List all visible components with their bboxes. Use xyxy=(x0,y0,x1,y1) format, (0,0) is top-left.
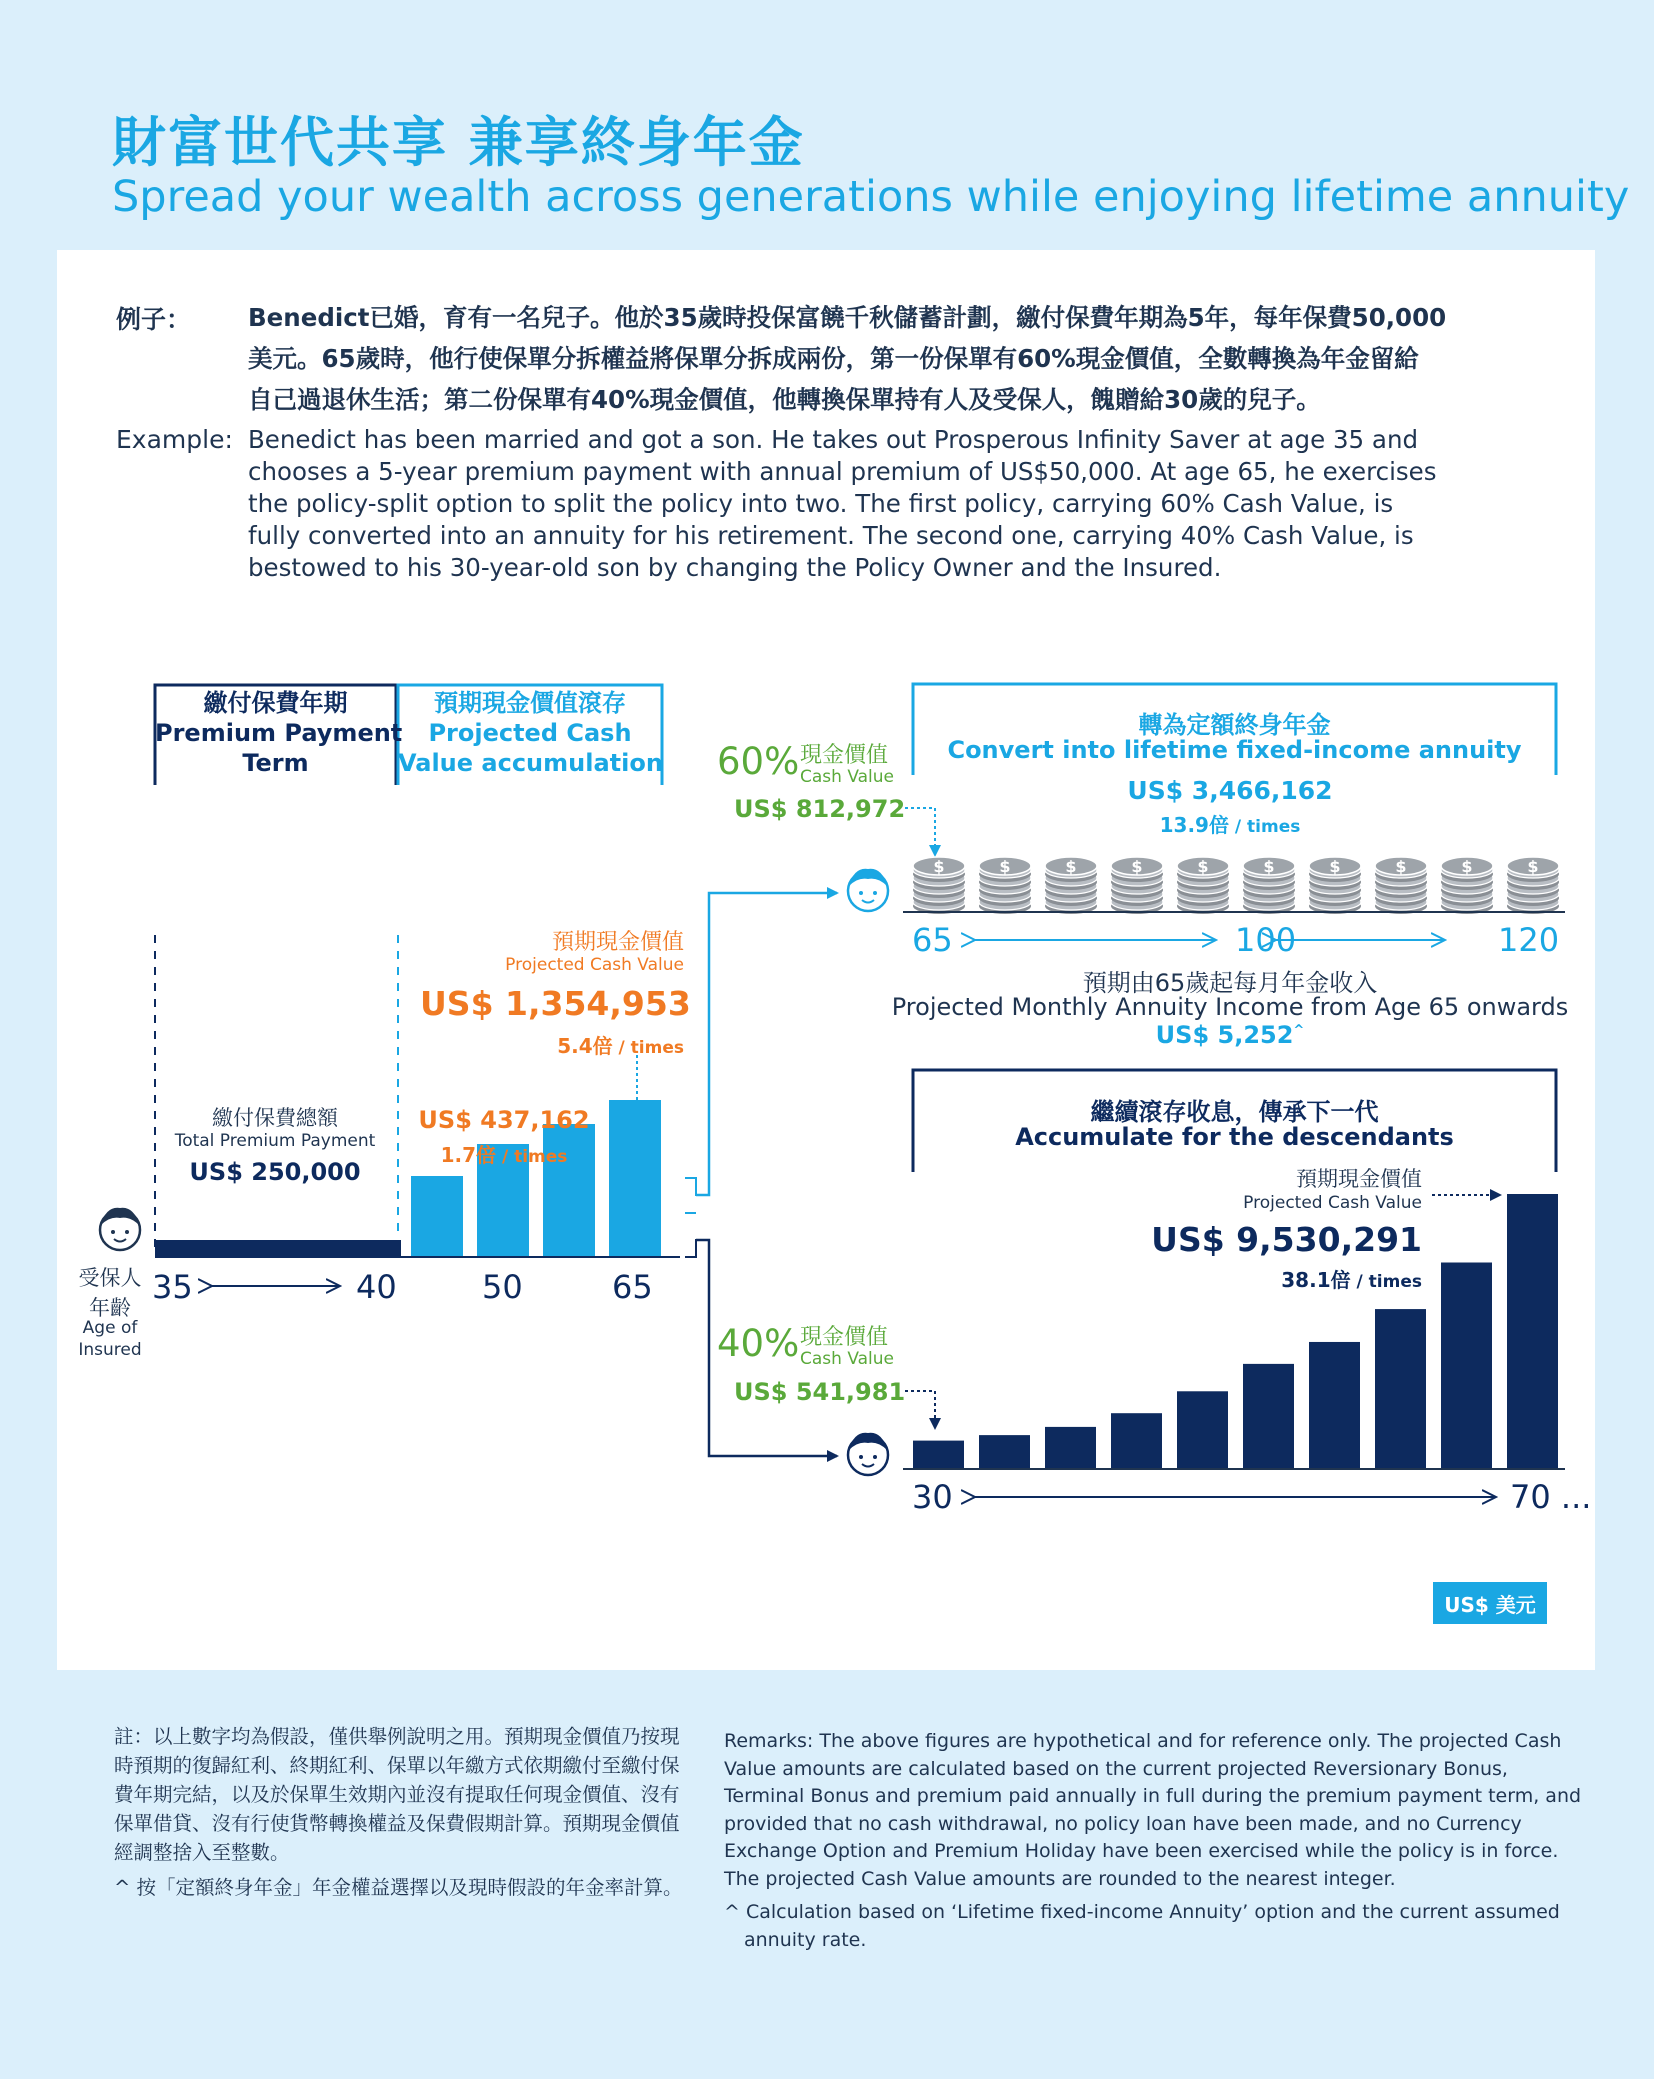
monthly-income-caret: ^ xyxy=(1293,1023,1305,1038)
person-icon-annuity xyxy=(848,869,888,911)
mid-times-word: / times xyxy=(496,1147,568,1167)
split60-value: US$ 812,972 xyxy=(734,795,906,823)
age-65: 65 xyxy=(612,1268,653,1306)
total-premium-zh: 繳付保費總額 xyxy=(212,1106,338,1130)
mid-times xyxy=(414,1139,594,1168)
split-bracket-top xyxy=(685,1178,709,1195)
insured-en1: Age of xyxy=(82,1318,138,1338)
svg-text:$: $ xyxy=(1131,857,1143,876)
annuity-heading-zh: 轉為定額終身年金 xyxy=(1138,711,1331,739)
pointer-40 xyxy=(905,1391,935,1428)
split40-zh: 現金價值 xyxy=(800,1325,889,1350)
currency-badge: US$ 美元 xyxy=(1433,1582,1547,1624)
coin-stack-icon xyxy=(979,857,1031,914)
coin-stacks xyxy=(913,857,1559,914)
descendants-age-70: 70 ... xyxy=(1510,1478,1592,1516)
premium-term-en2: Term xyxy=(242,749,309,777)
descendant-bar xyxy=(1507,1194,1558,1468)
split40-en: Cash Value xyxy=(800,1349,895,1369)
pcv-top-times-word: / times xyxy=(612,1038,684,1058)
insured-zh2: 年齡 xyxy=(89,1296,131,1320)
notes-en-caret: ^ Calculation based on ‘Lifetime fixed-income Annuity’ option and the current assumed annuity rate. xyxy=(724,1901,1560,1951)
coin-stack-icon xyxy=(1507,857,1559,914)
split-path-annuity xyxy=(696,893,837,1195)
descendant-bar xyxy=(1375,1309,1426,1468)
premium-bar xyxy=(155,1240,401,1256)
mid-times-num: 1.7倍 xyxy=(440,1143,497,1167)
notes-zh-caret: ^ 按「定額終身年金」年金權益選擇以及現時假設的年金率計算。 xyxy=(114,1876,683,1899)
svg-text:$: $ xyxy=(1263,857,1275,876)
premium-term-en1: Premium Payment xyxy=(155,719,403,747)
descendant-bar xyxy=(1243,1364,1294,1468)
split40-pct: 40% xyxy=(717,1322,800,1365)
descendant-bar xyxy=(1177,1391,1228,1468)
descendant-bar xyxy=(1309,1342,1360,1468)
pcv-top-en: Projected Cash Value xyxy=(505,955,684,975)
descendant-bar xyxy=(1045,1427,1096,1468)
coin-stack-icon xyxy=(1177,857,1229,914)
example-label-zh: 例子： xyxy=(116,305,192,334)
coin-stack-icon xyxy=(1441,857,1493,914)
descendants-age-30: 30 xyxy=(912,1478,953,1516)
projected-accum-en2: Value accumulation xyxy=(398,749,663,777)
svg-text:$: $ xyxy=(999,857,1011,876)
coin-stack-icon xyxy=(1045,857,1097,914)
annuity-heading-en: Convert into lifetime fixed-income annuity xyxy=(947,736,1522,764)
coin-stack-icon xyxy=(1111,857,1163,914)
example-en-line: Benedict has been married and got a son. He takes out Prosperous Infinity Saver at age 35 and xyxy=(248,425,1419,454)
notes-zh-main: 註：以上數字均為假設，僅供舉例說明之用。預期現金價值乃按現時預期的復歸紅利、終期紅利、保單以年繳方式依期繳付至繳付保費年期完結，以及於保單生效期內並沒有提取任何現金價值、沒有保單借貸、沒有行使貨幣轉換權益及保費假期計算。預期現金價值經調整捨入至整數。 xyxy=(114,1725,680,1864)
pcv-top-zh: 預期現金價值 xyxy=(551,930,684,955)
total-premium-value: US$ 250,000 xyxy=(189,1158,361,1186)
example-zh-line: 美元。65歲時，他行使保單分拆權益將保單分拆成兩份，第一份保單有60%現金價值，全數轉換為年金留給 xyxy=(248,344,1419,373)
split60-en: Cash Value xyxy=(800,767,895,787)
monthly-income-value: US$ 5,252 xyxy=(1155,1021,1294,1049)
svg-text:$: $ xyxy=(1329,857,1341,876)
annuity-times xyxy=(1080,809,1380,838)
projected-accum-zh: 預期現金價值滾存 xyxy=(434,689,626,717)
coin-stack-icon xyxy=(1243,857,1295,914)
notes-en xyxy=(724,1728,1584,1954)
example-en-line: fully converted into an annuity for his retirement. The second one, carrying 40% Cash Value, is xyxy=(248,521,1414,550)
split60-zh: 現金價值 xyxy=(800,743,889,768)
svg-text:$: $ xyxy=(1527,857,1539,876)
coin-stack-icon xyxy=(913,857,965,914)
annuity-times-word: / times xyxy=(1228,817,1301,837)
descendant-bar xyxy=(1111,1413,1162,1468)
example-en-line: the policy-split option to split the policy into two. The first policy, carrying 60% Cash Value, is xyxy=(248,489,1394,518)
example-zh-line: Benedict已婚，育有一名兒子。他於35歲時投保富饒千秋儲蓄計劃，繳付保費年期為5年，每年保費50,000 xyxy=(248,303,1447,332)
descendant-bar xyxy=(1441,1263,1492,1469)
mid-value: US$ 437,162 xyxy=(418,1106,590,1134)
growth-bar xyxy=(609,1100,661,1256)
descendants-times-word: / times xyxy=(1350,1272,1422,1292)
descendants-value: US$ 9,530,291 xyxy=(1151,1220,1422,1259)
annuity-times-num: 13.9倍 xyxy=(1159,813,1229,837)
annuity-age-65: 65 xyxy=(912,921,953,959)
descendants-times xyxy=(1160,1264,1422,1293)
annuity-age-100: 100 xyxy=(1235,921,1297,959)
growth-bar xyxy=(411,1176,463,1256)
pcv-top-times-num: 5.4倍 xyxy=(557,1034,613,1058)
example-en-line: bestowed to his 30-year-old son by changing the Policy Owner and the Insured. xyxy=(248,553,1222,582)
split-bracket-bottom xyxy=(685,1240,709,1257)
descendants-times-num: 38.1倍 xyxy=(1281,1268,1351,1292)
notes-en-main: Remarks: The above figures are hypothetical and for reference only. The projected Cash Value amounts are calculated based on the current projected Reversionary Bonus, Terminal Bonus and premium paid annually in full during the premium payment term, and provided that no cash withdrawal, no policy loan have been made, and no Currency Exchange Option and Premium Holiday have been exercised while the policy is in force. The projected Cash Value amounts are rounded to the nearest integer. xyxy=(724,1730,1582,1890)
person-icon-descendants xyxy=(848,1433,888,1475)
descendants-pcv-zh: 預期現金價值 xyxy=(1296,1167,1422,1191)
projected-accum-heading xyxy=(398,688,662,778)
example-en-line: chooses a 5-year premium payment with annual premium of US$50,000. At age 65, he exercises xyxy=(248,457,1437,486)
split40-value: US$ 541,981 xyxy=(734,1378,906,1406)
coin-stack-icon xyxy=(1375,857,1427,914)
monthly-income-value-wrap xyxy=(1080,1021,1380,1049)
svg-text:$: $ xyxy=(933,857,945,876)
descendants-heading-zh: 繼續滾存收息，傳承下一代 xyxy=(1090,1098,1379,1126)
age-35: 35 xyxy=(152,1268,193,1306)
premium-term-heading xyxy=(155,688,403,778)
coin-stack-icon xyxy=(1309,857,1361,914)
age-40: 40 xyxy=(356,1268,397,1306)
premium-term-zh: 繳付保費年期 xyxy=(203,689,348,717)
svg-text:$: $ xyxy=(1395,857,1407,876)
person-icon-insured xyxy=(100,1208,140,1250)
pcv-top-times xyxy=(480,1030,684,1059)
page-title-zh: 財富世代共享 兼享終身年金 xyxy=(112,111,805,174)
page-title-en: Spread your wealth across generations while enjoying lifetime annuity xyxy=(112,172,1630,222)
pcv-top-value: US$ 1,354,953 xyxy=(420,984,691,1023)
annuity-value: US$ 3,466,162 xyxy=(1127,776,1333,805)
annuity-age-120: 120 xyxy=(1498,921,1560,959)
insured-zh1: 受保人 xyxy=(78,1266,142,1290)
svg-text:$: $ xyxy=(1065,857,1077,876)
monthly-income-zh: 預期由65歲起每月年金收入 xyxy=(1082,969,1378,997)
svg-text:$: $ xyxy=(1197,857,1209,876)
descendants-pcv-en: Projected Cash Value xyxy=(1243,1193,1422,1213)
age-50: 50 xyxy=(482,1268,523,1306)
projected-accum-en1: Projected Cash xyxy=(428,719,632,747)
notes-zh xyxy=(114,1722,696,1902)
monthly-income-en: Projected Monthly Annuity Income from Age 65 onwards xyxy=(891,993,1569,1021)
descendant-bar xyxy=(913,1441,964,1468)
example-label-en: Example: xyxy=(116,425,233,454)
total-premium-en: Total Premium Payment xyxy=(174,1131,376,1151)
insured-en2: Insured xyxy=(78,1340,142,1360)
descendant-bar xyxy=(979,1435,1030,1468)
descendants-heading-en: Accumulate for the descendants xyxy=(1015,1123,1454,1151)
pointer-60 xyxy=(905,808,935,855)
split60-pct: 60% xyxy=(717,740,800,783)
example-zh-line: 自己過退休生活；第二份保單有40%現金價值，他轉換保單持有人及受保人，餽贈給30歲的兒子。 xyxy=(248,385,1321,414)
svg-text:$: $ xyxy=(1461,857,1473,876)
